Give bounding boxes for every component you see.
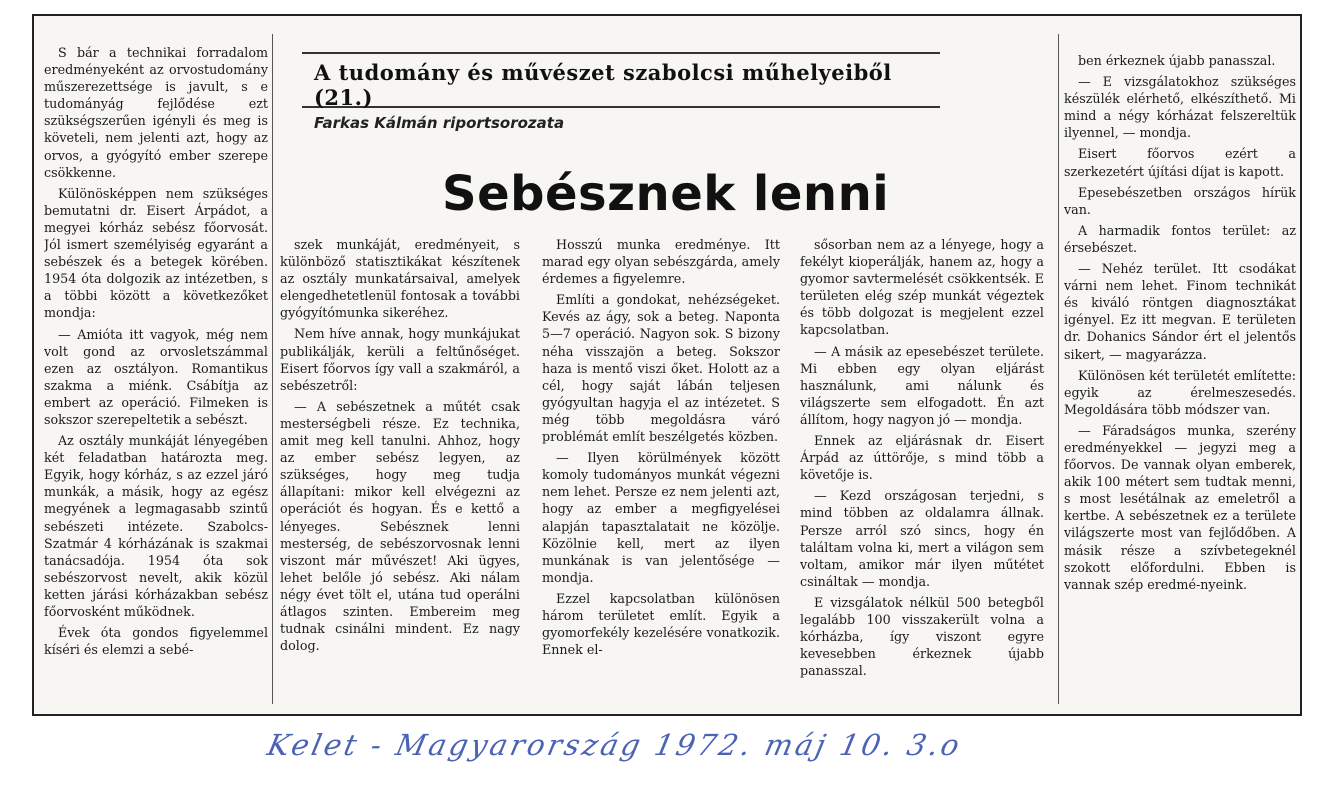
paragraph: — Nehéz terület. Itt csodákat várni nem lehet. Finom technikát és kiváló röntgen diagnosztákat igényel. Ez itt megvan. E területen dr. Dohanics Sándor ért el jelentős sikert, — magyarázza. xyxy=(1064,261,1296,362)
paragraph: Epesebészetben országos hírük van. xyxy=(1064,184,1296,217)
paragraph: — Fáradságos munka, szerény eredményekkel — jegyzi meg a főorvos. De vannak olyan emberek, akik 100 métert sem tudtak menni, s most lesétálnak az emeletről a kertbe. A sebészetnek ez a területe világszerte most van fejlődőben. A másik része a szívbetegeknél szokott előfordulni. Ebben is vannak szép eredmé-nyeink. xyxy=(1064,422,1296,592)
paragraph: Hosszú munka eredménye. Itt marad egy olyan sebészgárda, amely érdemes a figyelemre. xyxy=(542,237,780,287)
paragraph: — E vizsgálatokhoz szükséges készülék elérhető, elkészíthető. Mi mind a négy kórházat felszereltük ilyennel, — mondja. xyxy=(1064,74,1296,141)
paragraph: S bár a technikai forradalom eredményeként az orvostudomány műszerezettsége is javult, s e tudományág fejlődése ezt szükségszerűen igényli és meg is követeli, nem jelenti azt, hogy az orvos, a gyógyító ember szerepe csökkenne. xyxy=(44,45,268,180)
paragraph: A harmadik fontos terület: az érsebészet. xyxy=(1064,222,1296,255)
column-rule xyxy=(1058,34,1059,704)
column-3 xyxy=(542,236,780,708)
headline: Sebésznek lenni xyxy=(442,166,890,222)
paragraph: Ennek az eljárásnak dr. Eisert Árpád az úttörője, s mind több a követője is. xyxy=(800,433,1044,483)
paragraph: Évek óta gondos figyelemmel kíséri és elemzi a sebé- xyxy=(44,625,268,658)
paragraph: — Amióta itt vagyok, még nem volt gond az orvosletszámmal ezen az osztályon. Romantikus szakma a miénk. Csábítja az embert az operáció. Filmeken is sokszor szerepeltetik a sebészt. xyxy=(44,326,268,427)
paragraph: Különösképpen nem szükséges bemutatni dr. Eisert Árpádot, a megyei kórház sebész főorvosát. Jól ismert személyiség egyaránt a sebészek és a betegek körében. 1954 óta dolgozik az intézetben, s a többi között a következőket mondja: xyxy=(44,185,268,321)
paragraph: Az osztály munkáját lényegében két feladatban határozta meg. Egyik, hogy kórház, s az ezzel járó munkák, a másik, hogy az egész megyének a legmagasabb szintű sebészeti intézete. Szabolcs-Szatmár 4 kórházának is szakmai tanácsadója. 1954 óta sok sebészorvost nevelt, akik közül ketten járási kórházakban sebész főorvosként működnek. xyxy=(44,433,268,619)
series-title: A tudomány és művészet szabolcsi műhelyeiből (21.) xyxy=(314,60,892,110)
paragraph: Ezzel kapcsolatban különösen három területet említ. Egyik a gyomorfekély kezelésére vonatkozik. Ennek el- xyxy=(542,590,780,658)
column-5 xyxy=(1064,52,1296,708)
paragraph: — A sebészetnek a műtét csak mesterségbeli része. Ez technika, amit meg kell tanulni. Ahhoz, hogy az ember sebész legyen, az szükséges, hogy meg tudja állapítani: mikor kell elvégezni az operációt és hogyan. És e kettő a lényeges. Sebésznek lenni mesterség, de sebészorvosnak lenni viszont már művészet! Aki ügyes, lehet belőle jó sebész. Aki nálam négy évet tölt el, utána tud operálni átlagos szinten. Embereim meg tudnak csinálni mindent. Ez nagy dolog. xyxy=(280,398,520,654)
column-rule xyxy=(272,34,273,704)
paragraph: Eisert főorvos ezért a szerkezetért újítási díjat is kapott. xyxy=(1064,146,1296,179)
paragraph: E vizsgálatok nélkül 500 betegből legalább 100 visszakerült volna a kórházba, így viszont egyre kevesebben érkeznek újabb panasszal. xyxy=(800,594,1044,679)
paragraph: — Kezd országosan terjedni, s mind többen az oldalamra állnak. Persze arról szó sincs, hogy én találtam volna ki, mert a világon sem voltam, amikor már ilyen műtétet csináltak — mondja. xyxy=(800,488,1044,589)
paragraph: ben érkeznek újabb panasszal. xyxy=(1078,53,1276,68)
column-1 xyxy=(44,44,268,709)
paragraph: — A másik az epesebészet területe. Mi ebben egy olyan eljárást használunk, ami nálunk és világszerte sem elfogadott. Én azt állítom, hogy nagyon jó — mondja. xyxy=(800,343,1044,427)
paragraph: szek munkáját, eredményeit, s különböző statisztikákat készítenek az osztály munkatársaival, amelyek elengedhetetlenül fontosak a további gyógyítómunka sikeréhez. xyxy=(280,237,520,321)
paragraph: Különösen két területét említette: egyik az érelmeszesedés. Megoldására több módszer van. xyxy=(1064,367,1296,417)
paragraph: sősorban nem az a lényege, hogy a fekélyt kioperálják, hanem az, hogy a gyomor savtermelését csökkentsék. E területen elég szép munkát végeztek és több dolgozat is megjelent ezzel kapcsolatban. xyxy=(800,237,1044,338)
column-2 xyxy=(280,236,520,708)
paragraph: — Ilyen körülmények között komoly tudományos munkát végezni nem lehet. Persze ez nem jelenti azt, hogy az ember a megfigyelései alapján tapasztalatait ne közölje. Közölnie kell, mert az ilyen munkának is van jelentősége — mondja. xyxy=(542,450,780,585)
column-4 xyxy=(800,236,1044,708)
author-line: Farkas Kálmán riportsorozata xyxy=(314,114,565,132)
newspaper-clipping xyxy=(32,14,1302,716)
handwritten-source-note: Kelet - Magyarország 1972. máj 10. 3.o xyxy=(264,728,966,762)
paragraph: Nem híve annak, hogy munkájukat publikálják, kerüli a feltűnőséget. Eisert főorvos így vall a szakmáról, a sebészetről: xyxy=(280,326,520,393)
paragraph: Említi a gondokat, nehézségeket. Kevés az ágy, sok a beteg. Naponta 5—7 operáció. Nagyon sok. S bizony néha visszajön a beteg. Sokszor haza is mentő viszi őket. Holott az a cél, hogy saját lábán teljesen gyógyultan hagyja el az intézetet. S még több megoldásra váró problémát említ beszélgetés közben. xyxy=(542,292,780,445)
